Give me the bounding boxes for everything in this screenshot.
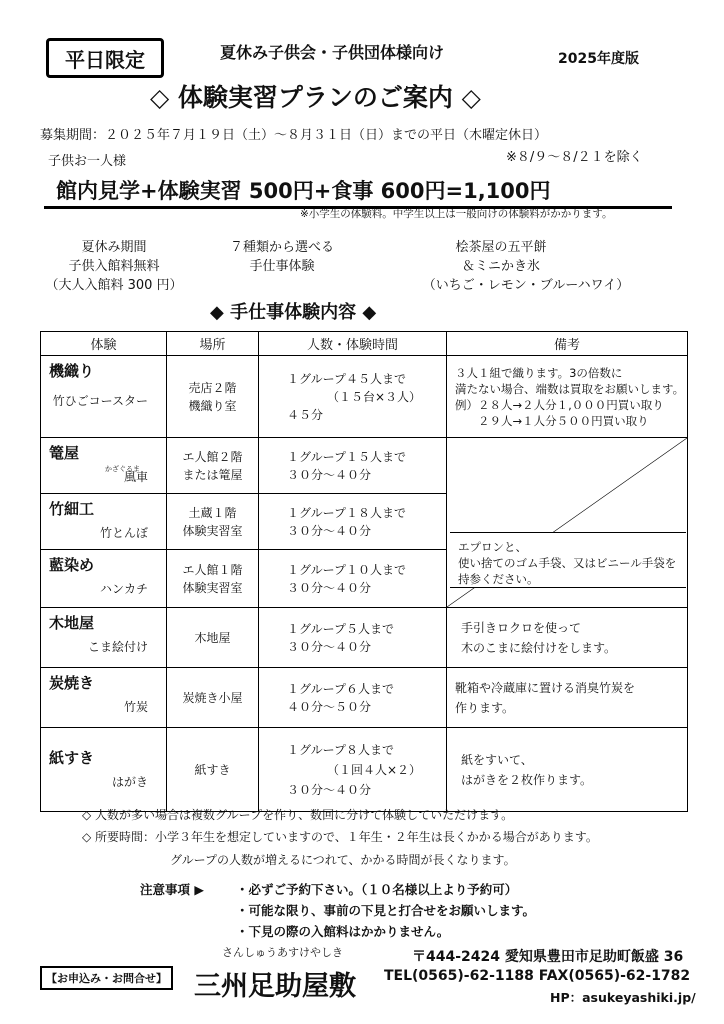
header-cell: 体験	[41, 332, 167, 356]
place-cell	[167, 728, 259, 812]
experience-name: 機織り	[49, 362, 95, 380]
caution-item: ・可能な限り、事前の下見と打合せをお願いします。	[236, 903, 536, 918]
note-line: 持参ください。	[458, 572, 539, 586]
header-cell: 備考	[447, 332, 688, 356]
table-row	[41, 728, 688, 812]
place-line: 炭焼き小屋	[182, 690, 243, 705]
note-line: ２９人→１人分５００円買い取り	[455, 413, 649, 428]
place-line: 紙すき	[194, 762, 231, 777]
homepage-link[interactable]: HP：asukeyashiki.jp/	[550, 990, 696, 1005]
note-line: はがきを２枚作ります。	[461, 772, 593, 787]
people-line: １グループ８人まで	[287, 742, 395, 757]
note-line: 紙をすいて、	[461, 752, 533, 767]
exclusion-note: ※８/９～８/２１を除く	[506, 150, 643, 165]
note-line: エプロンと、	[458, 540, 527, 554]
tel-fax: TEL(0565)-62-1188 FAX(0565)-62-1782	[384, 968, 691, 984]
place-line: 木地屋	[194, 630, 231, 645]
experience-name: 炭焼き	[49, 674, 95, 692]
org-ruby: さんしゅうあすけやしき	[222, 946, 343, 959]
experience-cell	[41, 550, 167, 608]
people-line: ４０分～５０分	[287, 699, 372, 714]
people-line: １グループ１８人まで	[287, 505, 407, 520]
section-title: ◆ 手仕事体験内容 ◆	[210, 302, 377, 323]
notes-cell	[447, 608, 688, 668]
per-child-label: 子供お一人様	[48, 154, 127, 169]
people-line: （１回４人×２）	[327, 762, 422, 777]
experience-name: 木地屋	[49, 614, 95, 632]
place-line: 体験実習室	[182, 580, 243, 595]
experience-item: ハンカチ	[99, 582, 148, 596]
ruby-text: かざぐるま	[105, 465, 140, 473]
people-cell	[259, 494, 447, 550]
note-line: 満たない場合、端数は買取をお願いします。	[455, 381, 685, 396]
notes-cell-indigo	[450, 532, 686, 588]
experience-item: 風車	[123, 470, 148, 484]
note-line: 使い捨てのゴム手袋、又はビニール手袋を	[458, 556, 677, 570]
people-line: １グループ５人まで	[287, 621, 395, 636]
table-row	[41, 608, 688, 668]
caution-label: 注意事項 ▶	[140, 882, 204, 897]
header-cell: 人数・体験時間	[259, 332, 447, 356]
remark-line: ◇ 所要時間：小学３年生を想定していますので、１年生・２年生は長くかかる場合があります。	[82, 830, 598, 844]
org-name: 三州足助屋敷	[194, 971, 356, 1002]
people-line: ３０分～４０分	[287, 523, 372, 538]
experience-cell	[41, 494, 167, 550]
people-cell	[259, 608, 447, 668]
place-line: 土蔵１階	[188, 505, 237, 520]
subtitle: 夏休み子供会・子供団体様向け	[220, 43, 445, 62]
feature-line: （いちご・レモン・ブルーハワイ）	[422, 278, 630, 293]
place-cell	[167, 550, 259, 608]
place-cell	[167, 356, 259, 438]
table-row	[41, 668, 688, 728]
feature-line: 子供入館料無料	[68, 259, 160, 274]
experience-name: 藍染め	[49, 556, 95, 574]
place-line: 体験実習室	[182, 523, 243, 538]
experience-cell	[41, 668, 167, 728]
place-line: 機織り室	[188, 398, 237, 413]
edition-label: 2025年度版	[558, 51, 639, 67]
recruitment-period: 募集期間：２０２５年７月１９日（土）～８月３１日（日）までの平日（木曜定休日）	[40, 128, 548, 143]
feature-gohei-mochi	[376, 238, 676, 295]
note-line: ３人１組で織ります。3の倍数に	[455, 365, 623, 380]
experience-name: 篭屋	[49, 444, 80, 462]
people-line: １グループ１５人まで	[287, 449, 407, 464]
page-title: ◇ 体験実習プランのご案内 ◇	[150, 83, 481, 112]
people-cell	[259, 356, 447, 438]
note-line: 靴箱や冷蔵庫に置ける消臭竹炭を	[455, 680, 636, 695]
table-row	[41, 438, 688, 494]
note-line: 作ります。	[455, 700, 515, 715]
place-line: 売店２階	[188, 380, 237, 395]
experience-name: 竹細工	[49, 500, 95, 518]
feature-line: 桧茶屋の五平餅	[455, 240, 547, 255]
people-cell	[259, 728, 447, 812]
table-row	[41, 356, 688, 438]
feature-line: （大人入館料 300 円）	[45, 278, 183, 293]
remark-line: グループの人数が増えるにつれて、かかる時間が長くなります。	[170, 853, 516, 867]
feature-line: 夏休み期間	[81, 240, 147, 255]
note-line: 例）２８人→２人分１,０００円買い取り	[455, 397, 664, 412]
experience-cell	[41, 728, 167, 812]
feature-free-admission	[26, 238, 202, 295]
people-cell	[259, 438, 447, 494]
people-line: ３０分～４０分	[287, 580, 372, 595]
place-cell	[167, 438, 259, 494]
place-cell	[167, 608, 259, 668]
people-line: １グループ１０人まで	[287, 562, 407, 577]
people-line: １グループ４５人まで	[287, 371, 407, 386]
feature-line: 手仕事体験	[249, 259, 315, 274]
place-line: または篭屋	[182, 467, 243, 482]
experience-cell	[41, 356, 167, 438]
table-header-row	[41, 332, 688, 356]
people-cell	[259, 550, 447, 608]
experience-cell	[41, 608, 167, 668]
notes-cell	[447, 668, 688, 728]
experience-name: 紙すき	[49, 748, 95, 767]
weekday-only-badge: 平日限定	[46, 38, 164, 78]
inquiry-label: 【お申込み・お問合せ】	[40, 966, 173, 990]
place-cell	[167, 494, 259, 550]
note-line: 木のこまに絵付けをします。	[461, 640, 617, 655]
people-line: ３０分～４０分	[287, 639, 372, 654]
people-line: ３０分～４０分	[287, 467, 372, 482]
feature-line: ７種類から選べる	[229, 240, 334, 255]
header-cell: 場所	[167, 332, 259, 356]
people-cell	[259, 668, 447, 728]
people-line: ４５分	[287, 407, 324, 422]
people-line: （１５台×３人）	[327, 389, 422, 404]
note-line: 手引きロクロを使って	[461, 620, 582, 635]
remark-line: ◇ 人数が多い場合は複数グループを作り、数回に分けて体験していただけます。	[82, 808, 514, 822]
place-line: エ人館１階	[182, 562, 243, 577]
price-line: 館内見学+体験実習 500円+食事 600円=1,100円	[44, 175, 672, 209]
experience-item: こま絵付け	[87, 640, 148, 654]
feature-line: ＆ミニかき氷	[461, 259, 540, 274]
price-note: ※小学生の体験料。中学生以上は一般向けの体験料がかかります。	[300, 208, 613, 220]
experience-cell	[41, 438, 167, 494]
people-line: ３０分～４０分	[287, 782, 372, 797]
caution-item: ・必ずご予約下さい。（１０名様以上より予約可）	[236, 882, 518, 897]
experience-item: 竹ひごコースター	[52, 394, 148, 408]
experience-item: はがき	[111, 774, 148, 789]
experience-item: 竹とんぼ	[99, 526, 148, 540]
notes-cell	[447, 728, 688, 812]
experience-item: 竹炭	[123, 700, 148, 714]
people-line: １グループ６人まで	[287, 681, 395, 696]
notes-cell	[447, 356, 688, 438]
place-line: エ人館２階	[182, 449, 243, 464]
address: 〒444-2424 愛知県豊田市足助町飯盛 36	[412, 949, 684, 965]
caution-item: ・下見の際の入館料はかかりません。	[236, 924, 450, 939]
place-cell	[167, 668, 259, 728]
